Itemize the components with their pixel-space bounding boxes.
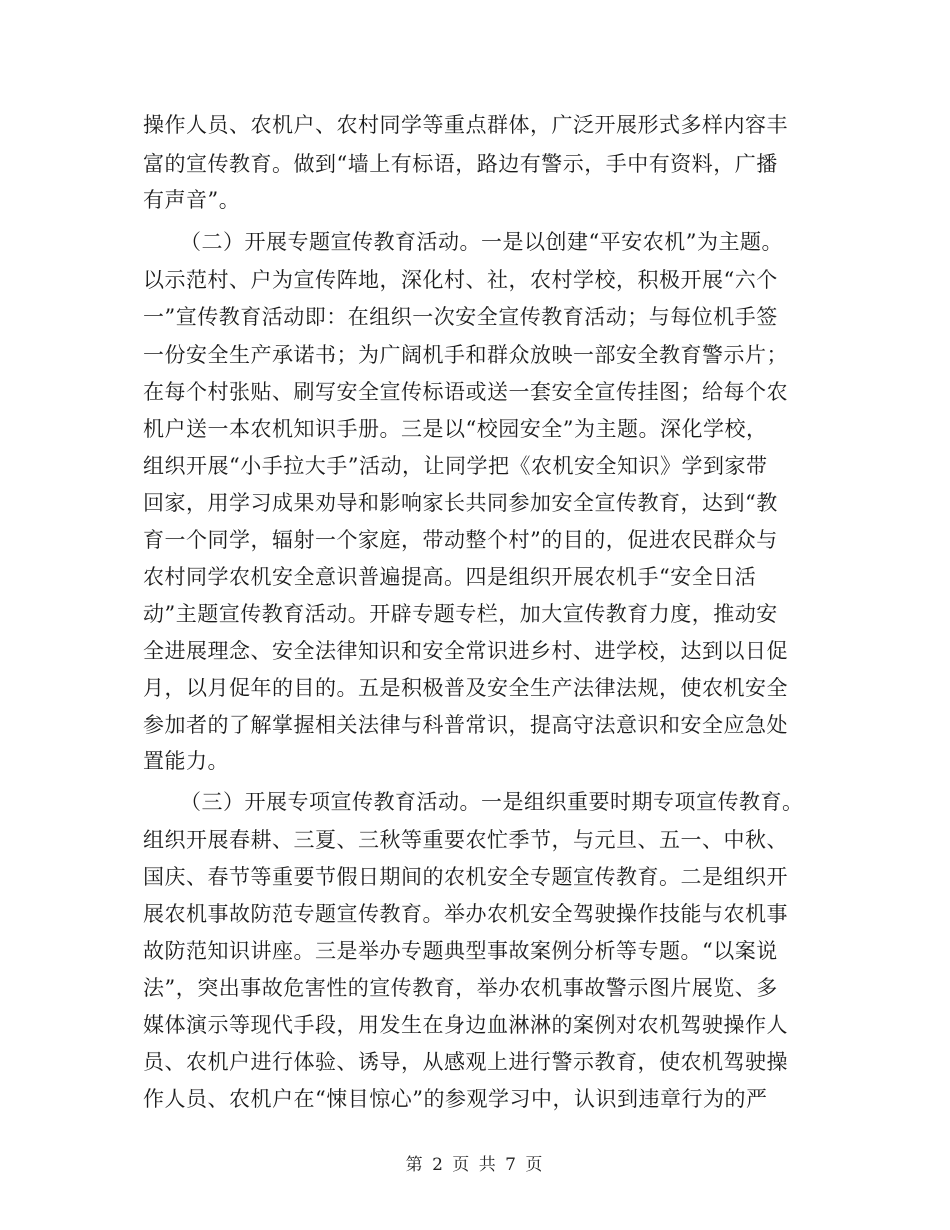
page-number-footer: 第 2 页 共 7 页 [405, 1155, 545, 1175]
text-line: 以示范村、户为宣传阵地，深化村、社，农村学校，积极开展“六个 [143, 268, 778, 292]
text-line: 农村同学农机安全意识普遍提高。四是组织开展农机手“安全日活 [143, 565, 757, 589]
text-line: 国庆、春节等重要节假日期间的农机安全专题宣传教育。二是组织开 [143, 865, 788, 889]
text-line: 员、农机户进行体验、诱导，从感观上进行警示教育，使农机驾驶操 [143, 1050, 788, 1074]
text-line: 置能力。 [143, 749, 229, 773]
text-line: 媒体演示等现代手段，用发生在身边血淋淋的案例对农机驾驶操作人 [143, 1013, 788, 1037]
text-line: 操作人员、农机户、农村同学等重点群体，广泛开展形式多样内容丰 [143, 113, 788, 137]
text-line: 法”，突出事故危害性的宣传教育，举办农机事故警示图片展览、多 [143, 976, 778, 1000]
text-line: 故防范知识讲座。三是举办专题典型事故案例分析等专题。“以案说 [143, 939, 778, 963]
text-line: 机户送一本农机知识手册。三是以“校园安全”为主题。深化学校， [143, 417, 768, 441]
paragraph-first-line: （三）开展专项宣传教育活动。一是组织重要时期专项宣传教育。 [180, 790, 804, 814]
text-line: 有声音”。 [143, 188, 241, 212]
text-line: 参加者的了解掌握相关法律与科普常识，提高守法意识和安全应急处 [143, 713, 788, 737]
paragraph-first-line: （二）开展专题宣传教育活动。一是以创建“平安农机”为主题。 [180, 230, 783, 254]
text-line: 回家，用学习成果劝导和影响家长共同参加安全宣传教育，达到“教 [143, 491, 778, 515]
text-line: 月，以月促年的目的。五是积极普及安全生产法律法规，使农机安全 [143, 676, 788, 700]
text-line: 富的宣传教育。做到“墙上有标语，路边有警示，手中有资料，广播 [143, 152, 778, 176]
text-line: 一”宣传教育活动即：在组织一次安全宣传教育活动；与每位机手签 [143, 305, 778, 329]
text-line: 在每个村张贴、刷写安全宣传标语或送一套安全宣传挂图；给每个农 [143, 380, 788, 404]
text-line: 作人员、农机户在“悚目惊心”的参观学习中，认识到违章行为的严 [143, 1087, 768, 1111]
text-line: 组织开展“小手拉大手”活动，让同学把《农机安全知识》学到家带 [143, 454, 768, 478]
text-line: 育一个同学，辐射一个家庭，带动整个村”的目的，促进农民群众与 [143, 528, 778, 552]
text-line: 全进展理念、安全法律知识和安全常识进乡村、进学校，达到以日促 [143, 639, 788, 663]
text-line: 动”主题宣传教育活动。开辟专题专栏，加大宣传教育力度，推动安 [143, 602, 778, 626]
text-line: 组织开展春耕、三夏、三秋等重要农忙季节，与元旦、五一、中秋、 [143, 828, 788, 852]
text-line: 一份安全生产承诺书；为广阔机手和群众放映一部安全教育警示片； [143, 343, 788, 367]
text-line: 展农机事故防范专题宣传教育。举办农机安全驾驶操作技能与农机事 [143, 902, 788, 926]
